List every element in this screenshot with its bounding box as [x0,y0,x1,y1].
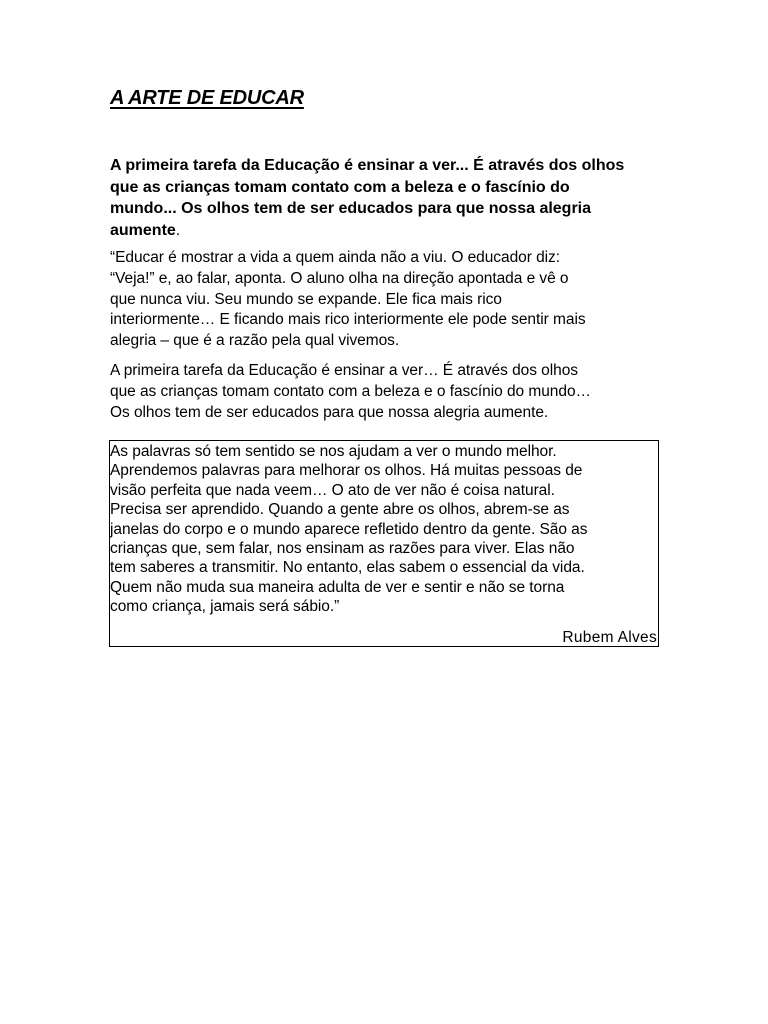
quote-author: Rubem Alves [562,629,657,646]
paragraph-line: que nunca viu. Seu mundo se expande. Ele fica mais rico [110,290,502,308]
paragraph-line: alegria – que é a razão pela qual vivemos. [110,332,400,350]
paragraph-line: A primeira tarefa da Educação é ensinar a ver… É através dos olhos [110,362,578,379]
paragraph-line: “Veja!” e, ao falar, aponta. O aluno olha na direção apontada e vê o [110,269,569,287]
paragraph-line: Os olhos tem de ser educados para que nossa alegria aumente. [110,403,549,421]
quote-line: como criança, jamais será sábio.” [110,598,340,616]
quote-line: visão perfeita que nada veem… O ato de ver não é coisa natural. [110,481,555,499]
paragraph-line: interiormente… E ficando mais rico interiormente ele pode sentir mais [110,311,586,329]
intro-last-line [110,220,670,242]
intro-line: A primeira tarefa da Educação é ensinar a ver... É através dos olhos [110,157,625,174]
intro-line: mundo... Os olhos tem de ser educados para que nossa alegria [110,200,592,217]
quote-line: Quem não muda sua maneira adulta de ver e sentir e não se torna [110,578,565,596]
paragraph-educar [110,248,670,352]
paragraph-line: que as crianças tomam contato com a beleza e o fascínio do mundo… [110,382,591,400]
quote-line: Aprendemos palavras para melhorar os olhos. Há muitas pessoas de [110,462,583,480]
quote-line: Precisa ser aprendido. Quando a gente abre os olhos, abrem-se as [110,501,570,519]
paragraph-line: “Educar é mostrar a vida a quem ainda não a viu. O educador diz: [110,249,560,266]
quote-line: crianças que, sem falar, nos ensinam as razões para viver. Elas não [110,540,575,558]
paragraph-primeira-tarefa [110,361,670,423]
quote-text [110,442,656,617]
quote-line: tem saberes a transmitir. No entanto, elas sabem o essencial da vida. [110,559,585,577]
intro-line: aumente [110,221,176,239]
intro-ending-punctuation: . [175,221,181,239]
intro-line: que as crianças tomam contato com a beleza e o fascínio do [110,178,570,196]
quote-box [109,440,659,647]
quote-line: janelas do corpo e o mundo aparece refletido dentro da gente. São as [110,520,588,538]
intro-paragraph [110,155,670,241]
document-title: A ARTE DE EDUCAR [110,87,304,109]
quote-line: As palavras só tem sentido se nos ajudam a ver o mundo melhor. [110,443,557,460]
